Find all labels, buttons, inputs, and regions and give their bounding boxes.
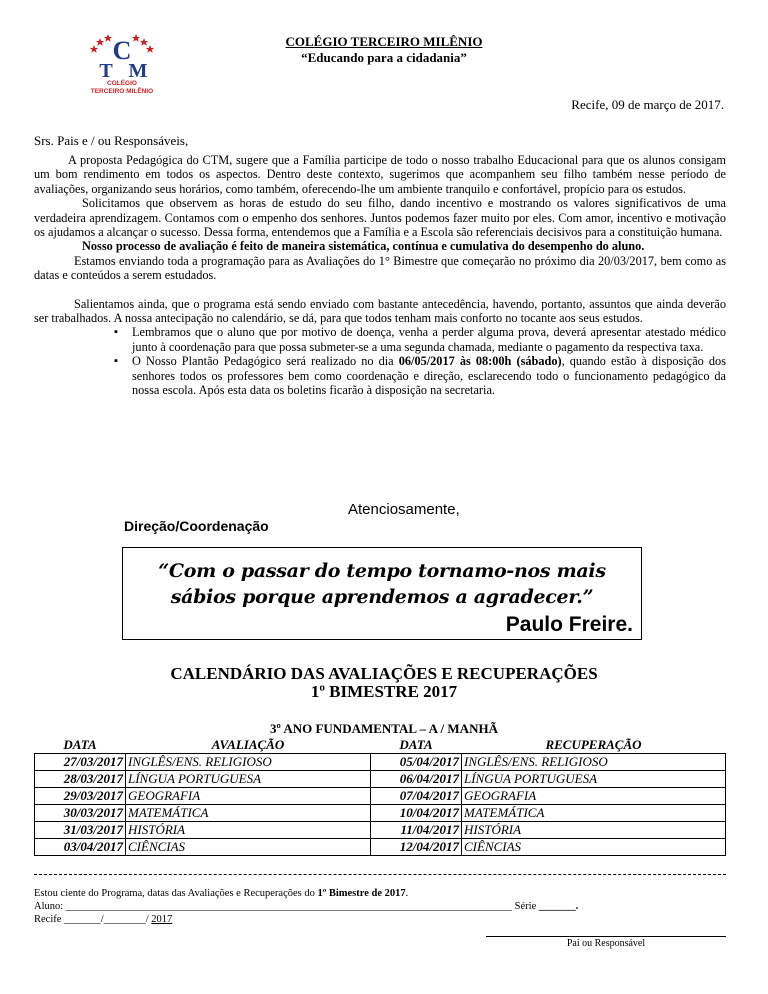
recovery-date: 07/04/2017 <box>371 788 462 805</box>
letter-body <box>34 153 726 398</box>
logo-letter-t: T <box>99 60 113 82</box>
paragraph-2: Solicitamos que observem as horas de estudo do seu filho, dando incentivo e mostrando os valores significativos de uma verdadeira aprendizagem. Contamos com o empenho dos senhores. Juntos podemos fazer muito por eles. Com amor, incentivo e motivação os ajudamos a alcançar o sucesso. Dessa forma, entendemos que a Família e a Escola são referenciais decisivos para a constituição humana. <box>34 196 726 240</box>
bullet-item-2 <box>34 354 726 397</box>
ack-text-pre: Estou ciente do Programa, datas das Avaliações e Recuperações do <box>34 888 318 899</box>
table-row <box>35 771 726 788</box>
calendar-table <box>34 737 726 856</box>
bullet-1-text: Lembramos que o aluno que por motivo de doença, venha a perder alguma prova, deverá apresentar atestado médico junto à coordenação para que possa submeter-se a uma segunda chamada, mediante o pagamento da respectiva taxa. <box>132 325 726 354</box>
bullet-item-1 <box>34 325 726 354</box>
recife-label: Recife <box>34 914 62 925</box>
calendar-title <box>0 665 768 701</box>
header-evaluation: AVALIAÇÃO <box>211 737 285 752</box>
letter-date: Recife, 09 de março de 2017. <box>571 97 724 112</box>
header-date-recovery: DATA <box>399 737 433 752</box>
bullet-2-text-post: , quando estão à disposição dos senhores todos os professores bem como coordenação e direção, esclarecendo todo o funcionamento pedagógico da nossa escola. Após esta data os boletins ficarão à disposição na secretaria. <box>132 354 726 398</box>
eval-subject: GEOGRAFIA <box>126 788 371 805</box>
recovery-date: 12/04/2017 <box>371 839 462 856</box>
eval-date: 03/04/2017 <box>35 839 126 856</box>
eval-subject: MATEMÁTICA <box>126 805 371 822</box>
table-row <box>35 754 726 771</box>
closing-text: Atenciosamente, <box>348 501 460 518</box>
ack-date-line <box>34 913 726 926</box>
eval-date: 30/03/2017 <box>35 805 126 822</box>
ack-text-bold: 1º Bimestre de 2017 <box>317 888 406 899</box>
serie-label: Série <box>514 901 537 912</box>
recovery-date: 06/04/2017 <box>371 771 462 788</box>
signature-line <box>486 936 726 937</box>
ack-statement <box>34 887 726 900</box>
paragraph-4: Estamos enviando toda a programação para as Avaliações do 1° Bimestre que começarão no próximo dia 20/03/2017, bem como as datas e conteúdos a serem estudados. <box>34 253 726 283</box>
eval-date: 29/03/2017 <box>35 788 126 805</box>
student-label: Aluno: <box>34 901 64 912</box>
recovery-date: 10/04/2017 <box>371 805 462 822</box>
logo-caption-1: COLÉGIO <box>107 80 137 87</box>
calendar-header-row <box>35 737 726 754</box>
paragraph-spacer <box>34 283 726 297</box>
table-row <box>35 788 726 805</box>
table-row <box>35 822 726 839</box>
bullet-list <box>34 325 726 397</box>
quote-box <box>122 547 642 640</box>
paragraph-1: A proposta Pedagógica do CTM, sugere que a Família participe de todo o nosso trabalho Educacional para que os alunos consigam um bom rendimento em todos os aspectos. Dentro deste contexto, sugerimos que acompanhem seu filho também nesse período de avaliações, organizando seus horários, como também, oferecendo-lhe um ambiente tranquilo e confortável, propício para os estudos. <box>34 153 726 196</box>
quote-text: “Com o passar do tempo tornamo-nos mais sábios porque aprendemos a agradecer.” <box>158 560 606 608</box>
recovery-date: 05/04/2017 <box>371 754 462 771</box>
recovery-date: 11/04/2017 <box>371 822 462 839</box>
recovery-subject: CIÊNCIAS <box>462 839 726 856</box>
recovery-subject: GEOGRAFIA <box>462 788 726 805</box>
school-title: COLÉGIO TERCEIRO MILÊNIO <box>285 34 483 49</box>
calendar-title-line-2: 1º BIMESTRE 2017 <box>310 682 458 701</box>
serie-blank: _______. <box>538 901 579 912</box>
ack-text-post: . <box>405 888 409 899</box>
student-blank: _____________________________________________________________________________________ <box>65 901 513 912</box>
table-row <box>35 805 726 822</box>
ack-student-line <box>34 900 726 913</box>
quote-author: Paulo Freire. <box>505 613 633 636</box>
eval-date: 28/03/2017 <box>35 771 126 788</box>
paragraph-5: Salientamos ainda, que o programa está sendo enviado com bastante antecedência, havendo, portanto, assuntos que ainda deverão ser trabalhados. A nossa antecipação no calendário, se dá, para que todos tenham mais conforto no tocante aos seus estudos. <box>34 296 726 326</box>
recovery-subject: HISTÓRIA <box>462 822 726 839</box>
header-date: DATA <box>63 737 97 752</box>
recovery-subject: MATEMÁTICA <box>462 805 726 822</box>
bullet-2-date: 06/05/2017 às 08:00h (sábado) <box>398 354 562 369</box>
calendar-title-line-1: CALENDÁRIO DAS AVALIAÇÕES E RECUPERAÇÕES <box>170 664 598 683</box>
logo-letter-c: C <box>112 36 132 65</box>
cut-line <box>34 874 726 875</box>
letter-greeting: Srs. Pais e / ou Responsáveis, <box>34 133 189 148</box>
eval-date: 31/03/2017 <box>35 822 126 839</box>
recife-blank-month: ________/ <box>103 914 149 925</box>
recife-year: 2017 <box>151 914 173 925</box>
logo-caption-2: TERCEIRO MILÊNIO <box>90 88 154 95</box>
signature-direction: Direção/Coordenação <box>124 518 269 534</box>
signature-label: Pai ou Responsável <box>566 938 646 949</box>
bullet-2-text-pre: O Nosso Plantão Pedagógico será realizado no dia <box>132 354 399 369</box>
acknowledgement-slip <box>34 887 726 926</box>
recife-blank-day: _______/ <box>64 914 104 925</box>
eval-subject: INGLÊS/ENS. RELIGIOSO <box>126 754 371 771</box>
eval-subject: LÍNGUA PORTUGUESA <box>126 771 371 788</box>
school-motto: “Educando para a cidadania” <box>301 50 467 65</box>
calendar-class: 3º ANO FUNDAMENTAL – A / MANHÃ <box>270 721 498 736</box>
table-row <box>35 839 726 856</box>
header-recovery: RECUPERAÇÃO <box>545 737 642 752</box>
eval-subject: CIÊNCIAS <box>126 839 371 856</box>
recovery-subject: LÍNGUA PORTUGUESA <box>462 771 726 788</box>
logo-letter-m: M <box>128 60 148 82</box>
recovery-subject: INGLÊS/ENS. RELIGIOSO <box>462 754 726 771</box>
paragraph-3: Nosso processo de avaliação é feito de maneira sistemática, contínua e cumulativa do desempenho do aluno. <box>82 239 645 254</box>
eval-date: 27/03/2017 <box>35 754 126 771</box>
eval-subject: HISTÓRIA <box>126 822 371 839</box>
